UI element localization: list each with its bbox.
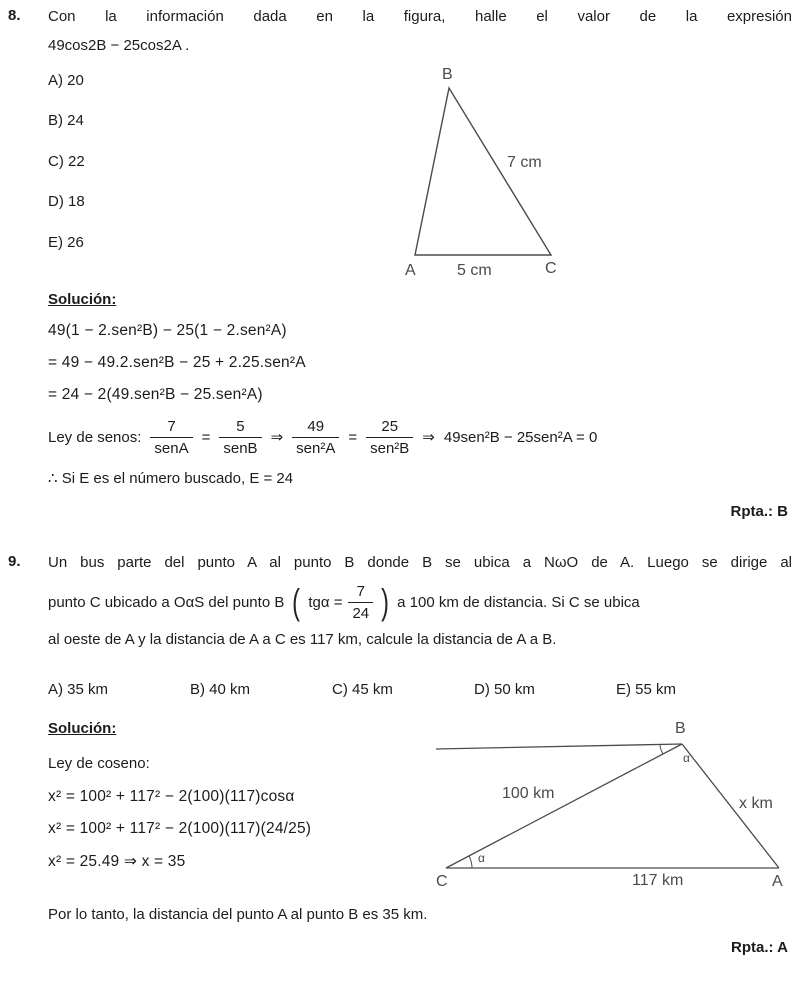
option-c: C) 22: [48, 152, 85, 170]
option-b: B) 40 km: [190, 681, 251, 698]
option-b: B) 24: [48, 112, 84, 129]
angle-arc-c: [469, 856, 472, 868]
math-step-2: = 49 − 49.2.sen²B − 25 + 2.25.sen²A: [48, 353, 306, 371]
statement-text: a 100 km de distancia. Si C se ubica: [397, 594, 640, 611]
fig8-vertex-a-label: A: [405, 261, 416, 279]
law-of-cosines-label: Ley de coseno:: [48, 755, 150, 772]
equals-sign: =: [348, 428, 358, 446]
math-step-3: = 24 − 2(49.sen²B − 25.sen²A): [48, 385, 263, 403]
option-e: E) 55 km: [616, 681, 677, 698]
solution-heading: Solución:: [48, 720, 117, 737]
fig9-vertex-a-label: A: [772, 873, 783, 890]
option-a: A) 35 km: [48, 681, 109, 698]
fig9-side-ca-label: 117 km: [632, 872, 684, 889]
close-paren: ): [381, 581, 390, 623]
answer-key-9: Rpta.: A: [731, 939, 788, 956]
horizontal-west-line: [436, 744, 682, 749]
problem-8-number: 8.: [8, 7, 21, 24]
fraction-7-senA: $\frac{7}{\text{senA}}$: [150, 418, 192, 458]
problem-9-statement-line1: Un bus parte del punto A al punto B donde B se ubica a NωO de A. Luego se dirige al: [48, 554, 792, 571]
fig9-angle-alpha-c: α: [478, 851, 485, 865]
option-c: C) 45 km: [332, 681, 393, 698]
fraction-49-sen2A: $\frac{49}{\text{sen²A}}$: [292, 418, 339, 458]
bearing-triangle-figure: [434, 718, 792, 896]
triangle-figure: [403, 63, 588, 285]
option-e: E) 26: [48, 233, 84, 251]
open-paren: (: [292, 581, 301, 623]
answer-key-8: Rpta.: B: [730, 503, 788, 520]
problem-9: [8, 552, 792, 956]
law-of-sines-label: Ley de senos:: [48, 428, 142, 446]
side-cb: [446, 744, 682, 868]
fig9-vertex-b-label: B: [675, 720, 686, 737]
implies-arrow: ⇒: [270, 429, 284, 447]
fig8-vertex-c-label: C: [545, 259, 557, 277]
problem-8-statement: Con la información dada en la figura, halle el valor de la expresión: [48, 8, 792, 25]
math-step-3: x² = 25.49 ⇒ x = 35: [48, 853, 186, 870]
conclusion-line: Por lo tanto, la distancia del punto A al punto B es 35 km.: [48, 906, 428, 923]
problem-8-options: [48, 73, 403, 289]
math-step-2: x² = 100² + 117² − 2(100)(117)(24/25): [48, 820, 312, 837]
fig8-vertex-b-label: B: [442, 65, 453, 83]
fraction-25-sen2B: $\frac{25}{\text{sen²B}}$: [366, 418, 413, 458]
option-a: A) 20: [48, 71, 84, 89]
math-step-1: x² = 100² + 117² − 2(100)(117)cosα: [48, 788, 295, 805]
problem-9-statement-line2: [48, 583, 792, 623]
option-d: D) 18: [48, 193, 85, 210]
problem-8-expression: 49cos2B − 25cos2A .: [48, 36, 190, 54]
problem-8-figure: [403, 63, 588, 289]
fig9-vertex-c-label: C: [436, 873, 448, 890]
option-d: D) 50 km: [474, 681, 535, 698]
equals-sign: =: [201, 428, 211, 446]
fig9-angle-alpha-b: α: [683, 751, 690, 765]
angle-arc-b: [660, 745, 663, 754]
statement-text: punto C ubicado a OαS del punto B: [48, 594, 285, 611]
triangle-outline: [415, 88, 551, 255]
tg-alpha-label: tgα =: [308, 594, 343, 611]
problem-9-number: 9.: [8, 553, 21, 570]
fig8-side-bc-label: 7 cm: [507, 153, 542, 171]
problem-9-options: [48, 681, 792, 698]
fig8-side-ac-label: 5 cm: [457, 261, 492, 279]
problem-9-figure: [434, 718, 792, 900]
fraction-5-senB: $\frac{5}{\text{senB}}$: [219, 418, 261, 458]
law-result: 49sen²B − 25sen²A = 0: [443, 428, 598, 446]
conclusion-line: ∴ Si E es el número buscado, E = 24: [48, 470, 294, 487]
fig9-side-ba-label: x km: [739, 795, 773, 812]
fraction-7-24: $\frac{7}{24}$: [348, 583, 373, 623]
problem-8: [8, 6, 792, 520]
fig9-side-cb-label: 100 km: [502, 785, 555, 802]
solution-heading: Solución:: [48, 290, 117, 308]
problem-9-statement-line3: al oeste de A y la distancia de A a C es 117 km, calcule la distancia de A a B.: [48, 631, 557, 649]
math-step-1: 49(1 − 2.sen²B) − 25(1 − 2.sen²A): [48, 321, 287, 339]
law-of-sines-line: [48, 418, 792, 458]
implies-arrow: ⇒: [422, 429, 435, 447]
